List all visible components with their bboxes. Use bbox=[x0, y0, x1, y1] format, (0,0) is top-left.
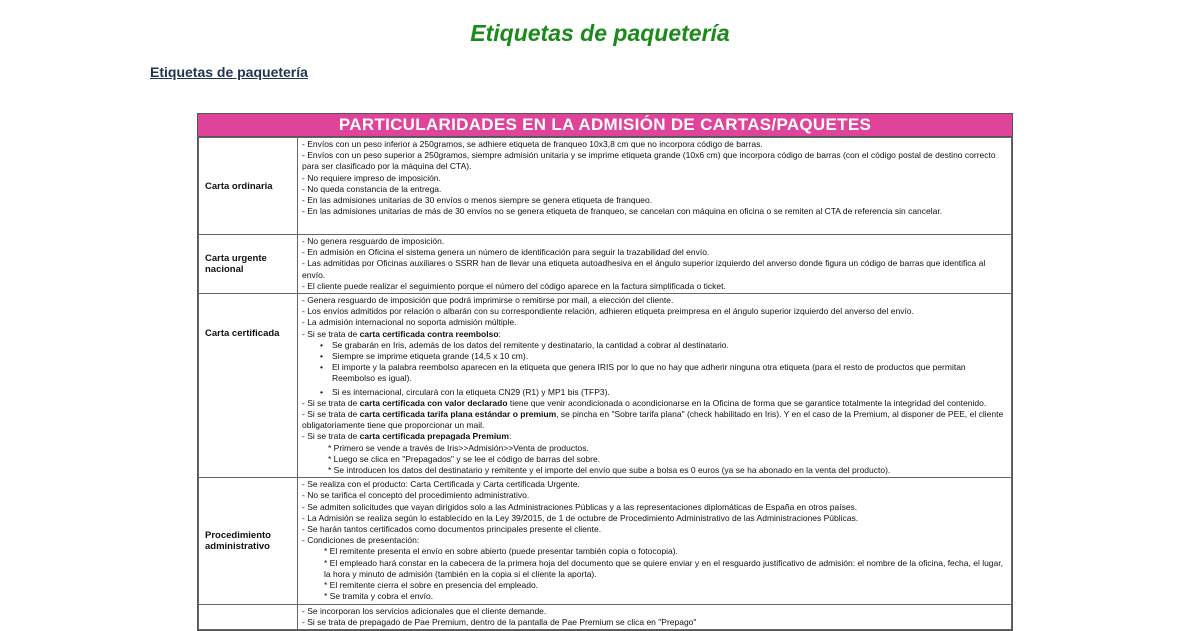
row-procedimiento-administrativo bbox=[199, 478, 1012, 604]
text-line: - Se admiten solicitudes que vayan dirigidos solo a las Administraciones Públicas y a las representaciones diplomáticas de España en otros países. bbox=[302, 501, 858, 512]
text-line: - Condiciones de presentación: bbox=[302, 535, 420, 546]
text-line: - No genera resguardo de imposición. bbox=[302, 236, 445, 246]
text-line: - No queda constancia de la entrega. bbox=[302, 183, 442, 194]
text-line bbox=[302, 329, 1007, 340]
text-line: - Genera resguardo de imposición que podrá imprimirse o remitirse por mail, a elección del cliente. bbox=[302, 295, 674, 306]
text-line bbox=[302, 409, 1007, 431]
text-line: - La admisión internacional no soporta admisión múltiple. bbox=[302, 317, 517, 328]
text-line: - La Admisión se realiza según lo establecido en la Ley 39/2015, de 1 de octubre de Procedimiento Administrativo de las Administraciones Públicas. bbox=[302, 512, 859, 523]
row-content bbox=[298, 138, 1012, 235]
text-run-bold: carta certificada tarifa plana estándar o premium bbox=[359, 409, 557, 420]
star-item: * El remitente presenta el envío en sobre abierto (puede presentar también copia o fotocopia). bbox=[324, 546, 678, 557]
text-line: - Se harán tantos certificados como documentos principales presente el cliente. bbox=[302, 524, 602, 535]
text-line: - Se realiza con el producto: Carta Certificada y Carta certificada Urgente. bbox=[302, 479, 580, 490]
row-label bbox=[199, 604, 298, 629]
row-content bbox=[298, 478, 1012, 604]
star-item: * Se tramita y cobra el envío. bbox=[324, 591, 434, 602]
row-label: Carta urgente nacional bbox=[199, 235, 298, 294]
text-line: - Envíos con un peso inferior a 250gramos, se adhiere etiqueta de franqueo 10x3,8 cm que no incorpora código de barras. bbox=[302, 139, 763, 149]
text-run-bold: carta certificada con valor declarado bbox=[359, 397, 508, 408]
star-item: * El remitente cierra el sobre en presencia del empleado. bbox=[324, 580, 539, 591]
row-label: Carta certificada bbox=[199, 294, 298, 478]
text-run: - Si se trata de bbox=[302, 431, 360, 442]
row-label: Procedimiento administrativo bbox=[199, 478, 298, 604]
text-run: , se pincha en "Sobre tarifa plana" (check habilitado en Iris). Y en el caso de la Premium, al disponer de PEE, el cliente obligatoriamente tiene que proporcionar un mail. bbox=[302, 409, 1004, 431]
star-item: * El empleado hará constar en la cabecera de la primera hoja del documento que se quiere enviar y en el resguardo justificativo de admisión: el nombre de la oficina, fecha, el lugar, la hora y minuto de admisión (también en la copia si el cliente la aporta). bbox=[324, 557, 1003, 579]
text-run: - Si se trata de bbox=[302, 397, 360, 408]
star-item: * Luego se clica en "Prepagados" y se lee el código de barras del sobre. bbox=[328, 453, 601, 464]
text-line: - No requiere impreso de imposición. bbox=[302, 172, 441, 183]
text-run-bold: carta certificada contra reembolso bbox=[359, 328, 499, 339]
text-line: - En las admisiones unitarias de más de 30 envíos no se genera etiqueta de franqueo, se cancelan con máquina en oficina o se remiten al CTA de referencia sin cancelar. bbox=[302, 206, 943, 217]
text-line: - Si se trata de prepagado de Pae Premium, dentro de la pantalla de Pae Premium se clica en "Prepago" bbox=[302, 616, 697, 627]
text-run: : bbox=[498, 328, 501, 339]
row-content bbox=[298, 235, 1012, 294]
text-line: - Envíos con un peso superior a 250gramos, siempre admisión unitaria y se imprime etiqueta grande (10x6 cm) que incorpora código de barras (con el código postal de destino correcto para ser clasificado por la máquina del CTA). bbox=[302, 150, 996, 172]
star-item: * Se introducen los datos del destinatario y remitente y el importe del envío que sube a bolsa es 0 euros (ya se ha abonado en la venta del producto). bbox=[328, 465, 891, 476]
bullet-item: • El importe y la palabra reembolso aparecen en la etiqueta que genera IRIS por lo que no hay que adherir ninguna otra etiqueta (para el resto de productos que permitan Reembolso es igual). bbox=[302, 362, 1007, 384]
bullet-item: • Si es internacional, circulará con la etiqueta CN29 (R1) y MP1 bis (TFP3). bbox=[302, 387, 1007, 398]
row-label: Carta ordinaria bbox=[199, 138, 298, 235]
row-content bbox=[298, 604, 1012, 629]
row-next bbox=[199, 604, 1012, 629]
row-content bbox=[298, 294, 1012, 478]
table-banner: PARTICULARIDADES EN LA ADMISIÓN DE CARTAS/PAQUETES bbox=[198, 114, 1012, 137]
row-carta-certificada bbox=[199, 294, 1012, 478]
text-line: - Las admitidas por Oficinas auxiliares o SSRR han de llevar una etiqueta autoadhesiva en el ángulo superior izquierdo del anverso donde figura un código de barras que identifica al envío. bbox=[302, 258, 986, 280]
text-run: tiene que venir acondicionada o acondicionarse en la Oficina de forma que se garantice totalmente la integridad del contenido. bbox=[507, 397, 987, 408]
star-item: * Primero se vende a través de Iris>>Admisión>>Venta de productos. bbox=[328, 442, 589, 453]
text-line: - El cliente puede realizar el seguimiento porque el número del código aparece en la factura simplificada o ticket. bbox=[302, 280, 726, 291]
page-title: Etiquetas de paquetería bbox=[470, 20, 730, 46]
text-line bbox=[302, 398, 1007, 409]
row-carta-urgente bbox=[199, 235, 1012, 294]
row-carta-ordinaria bbox=[199, 138, 1012, 235]
text-run: : bbox=[508, 431, 512, 442]
text-run: - Si se trata de bbox=[302, 328, 360, 339]
document-image bbox=[197, 113, 1013, 631]
text-run-bold: carta certificada prepagada Premium bbox=[359, 431, 509, 442]
admission-table bbox=[198, 137, 1012, 630]
bullet-item: • Se grabarán en Iris, además de los datos del remitente y destinatario, la cantidad a cobrar al destinatario. bbox=[302, 340, 1007, 351]
text-line bbox=[302, 431, 1007, 442]
etiquetas-link[interactable]: Etiquetas de paquetería bbox=[150, 64, 308, 80]
text-line: - Se incorporan los servicios adicionales que el cliente demande. bbox=[302, 605, 547, 616]
bullet-item: • Siempre se imprime etiqueta grande (14,5 x 10 cm). bbox=[302, 351, 1007, 362]
text-line: - No se tarifica el concepto del procedimiento administrativo. bbox=[302, 490, 530, 501]
text-line: - Los envíos admitidos por relación o albarán con su correspondiente relación, adhieren etiqueta preimpresa en el ángulo superior izquierdo del anverso del envío. bbox=[302, 306, 914, 317]
text-line: - En las admisiones unitarias de 30 envíos o menos siempre se genera etiqueta de franqueo. bbox=[302, 195, 653, 206]
text-run: - Si se trata de bbox=[302, 409, 360, 420]
text-line: - En admisión en Oficina el sistema genera un número de identificación para seguir la trazabilidad del envío. bbox=[302, 247, 710, 258]
